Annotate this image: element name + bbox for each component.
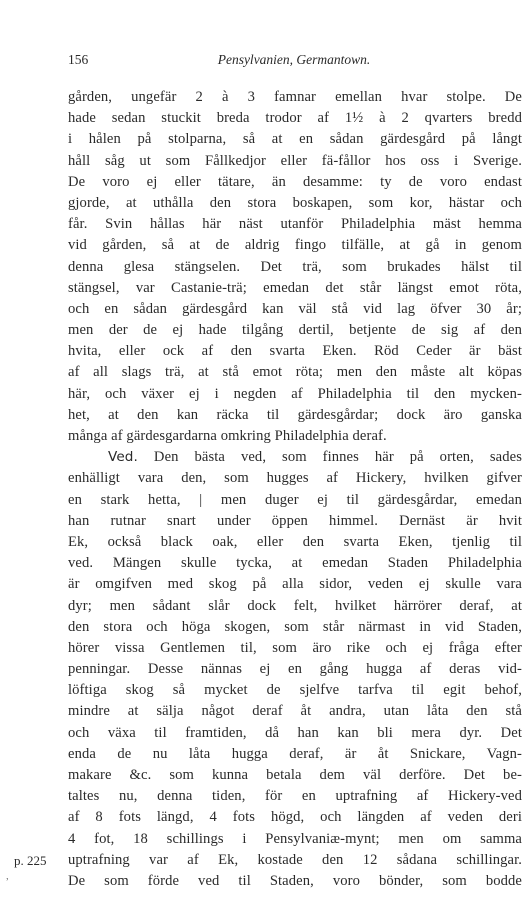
text-line: håll såg ut som Fållkedjor eller fä-fållor hos oss i Sverige. xyxy=(68,152,522,169)
text-line: denna glesa stängselen. Det trä, som brukades hälst til xyxy=(68,258,522,275)
text-line: och växa til framtiden, då han kan bli mera dyr. Det xyxy=(68,724,522,741)
text-line: penningar. Desse nännas ej en gång hugga af deras vid- xyxy=(68,661,522,678)
heading-line-text: Den bästa ved, som finnes här på orten, sades xyxy=(137,449,522,466)
text-line: taltes nu, denna tiden, för en uptrafning af Hickery-ved xyxy=(68,788,522,805)
text-line: en stark hetta, | men duger ej til gärdesgårdar, emedan xyxy=(68,491,522,508)
paragraph-firewood xyxy=(68,447,522,892)
text-line: är omgifven med skog på alla sidor, veden ej skulle vara xyxy=(68,576,522,593)
text-line: här, och växer ej i negden af Philadelphia til den mycken- xyxy=(68,385,522,402)
text-line: enda de nu låta hugga deraf, är åt Snickare, Vagn- xyxy=(68,745,522,762)
text-line: hörer vissa Gentlemen til, som äro rike och ej fråga efter xyxy=(68,639,522,656)
text-line: och en sådan gärdesgård kan väl stå vid lag öfver 30 år; xyxy=(68,300,522,317)
text-line: mindre at sälja något deraf åt andra, utan låta den stå xyxy=(68,703,522,720)
text-line xyxy=(68,447,522,468)
page-body xyxy=(68,87,522,892)
text-line: i hålen på stolparna, så at en sådan gärdesgård på långt xyxy=(68,131,522,148)
margin-page-reference: p. 225 xyxy=(14,853,47,868)
text-line: af 8 fots längd, 4 fots högd, och längden af veden deri xyxy=(68,809,522,826)
text-line: löftiga skog så mycket de sjelfve tarfva til egit behof, xyxy=(68,682,522,699)
running-title: Pensylvanien, Germantown. xyxy=(217,52,371,67)
running-header xyxy=(68,52,520,72)
text-line: den stora och höga skogen, som står närmast in vid Staden, xyxy=(68,618,522,635)
text-line: makare &c. som kunna betala dem väl derföre. Det be- xyxy=(68,767,522,783)
text-line: han rutnar snart under öppen himmel. Dernäst är hvit xyxy=(68,512,522,529)
text-line: hvita, eller ock af den svarta Eken. Röd Ceder är bäst xyxy=(68,343,522,360)
text-line: 4 fot, 18 schillings i Pensylvaniæ-mynt; men om samma xyxy=(68,830,522,847)
text-line: hade sedan stuckit breda trodor af 1½ à 2 qvarters bredd xyxy=(68,110,522,127)
text-line: vid gården, så at de aldrig fingo tilfälle, at gå in genom xyxy=(68,237,522,254)
page-number: 156 xyxy=(68,52,89,67)
text-line: De voro ej eller tätare, än desamme: ty de voro endast xyxy=(68,173,522,190)
text-line: många af gärdesgardarna omkring Philadelphia deraf. xyxy=(68,428,387,444)
section-heading: Ved. xyxy=(108,449,138,466)
text-line: får. Svin hållas här näst utanför Philadelphia mäst hemma xyxy=(68,216,522,233)
stray-mark: , xyxy=(6,870,9,882)
text-line: enhälligt vara den, som hugges af Hickery, hvilken gifver xyxy=(68,470,522,487)
text-line: dyr; men sådant slår dock felt, hvilket härrörer deraf, at xyxy=(68,597,522,614)
text-line: af all slags trä, at stå emot röta; men den måste alt köpas xyxy=(68,364,522,381)
text-line: ved. Mängen skulle tycka, at emedan Staden Philadelphia xyxy=(68,555,522,572)
text-line: stängsel, var Castanie-trä; emedan det står längst emot röta, xyxy=(68,279,522,296)
text-line: gården, ungefär 2 à 3 famnar emellan hvar stolpe. De xyxy=(68,89,522,105)
text-line: uptrafning var af Ek, kostade den 12 sådana schillingar. xyxy=(68,851,522,868)
text-line: De som förde ved til Staden, voro bönder, som bodde xyxy=(68,872,522,889)
text-line: Ek, också black oak, eller den svarta Eken, tjenlig til xyxy=(68,533,522,550)
text-line: men der de ej hade tilgång dertil, betjente de sig af den xyxy=(68,322,522,339)
text-line: gjorde, at uthålla den stora boskapen, som kor, hästar och xyxy=(68,194,522,211)
paragraph-fences xyxy=(68,87,522,447)
text-line: het, at den kan räcka til gärdesgårdar; dock äro ganska xyxy=(68,406,522,423)
